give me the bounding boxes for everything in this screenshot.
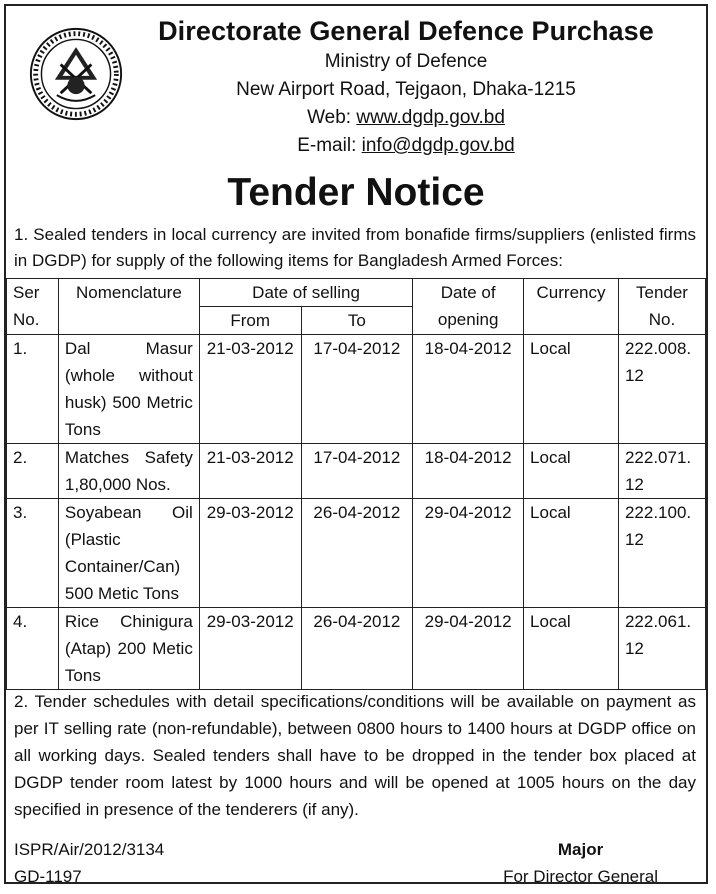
from-date-cell: 21-03-2012 (199, 335, 301, 444)
to-date-cell: 26-04-2012 (301, 499, 413, 608)
ministry-name: Ministry of Defence (324, 51, 488, 72)
tender-no-cell: 222.061. 12 (618, 608, 705, 690)
organization-name: Directorate General Defence Purchase (158, 16, 654, 46)
opening-date-cell: 18-04-2012 (413, 444, 524, 499)
nomenclature-header: Nomenclature (58, 279, 199, 335)
reference-block (14, 836, 164, 890)
tender-items-table (6, 278, 706, 690)
signatory-title: For Director General (503, 867, 658, 886)
currency-header: Currency (524, 279, 619, 335)
website-line (106, 104, 706, 132)
schedule-paragraph: 2. Tender schedules with detail specifications/conditions will be available on payment as per IT selling rate (non-refundable), between 0800 hours to 1400 hours at DGDP office on all working days. Sealed tenders shall have to be dropped in the tender box placed at DGDP tender room latest by 1000 hours and will be opened at 1005 hours on the day specified in presence of the tenderers (if any). (14, 692, 696, 819)
currency-cell: Local (524, 444, 619, 499)
ser-cell: 1. (7, 335, 59, 444)
website-link[interactable]: www.dgdp.gov.bd (356, 107, 505, 128)
signature-block (503, 836, 658, 890)
date-of-selling-header: Date of selling (199, 279, 412, 307)
opening-date-cell: 29-04-2012 (413, 499, 524, 608)
signatory-rank: Major (557, 840, 604, 859)
address: New Airport Road, Tejgaon, Dhaka-1215 (236, 79, 576, 100)
ser-cell: 4. (7, 608, 59, 690)
table-row (7, 499, 706, 608)
web-label: Web: (307, 107, 352, 128)
item-cell: Soyabean Oil (Plastic Container/Can) 500 Metic Tons (58, 499, 199, 608)
item-cell: Matches Safety 1,80,000 Nos. (58, 444, 199, 499)
currency-cell: Local (524, 335, 619, 444)
notice-title: Tender Notice (227, 171, 485, 214)
intro-paragraph: 1. Sealed tenders in local currency are invited from bonafide firms/suppliers (enlisted firms in DGDP) for supply of the following items for Bangladesh Armed Forces: (14, 225, 696, 270)
tender-notice-page (4, 4, 708, 884)
ser-cell: 3. (7, 499, 59, 608)
tender-no-cell: 222.071. 12 (618, 444, 705, 499)
from-date-cell: 29-03-2012 (199, 608, 301, 690)
tender-no-header: Tender No. (618, 279, 705, 335)
email-link[interactable]: info@dgdp.gov.bd (361, 135, 515, 156)
to-date-cell: 17-04-2012 (301, 335, 413, 444)
gd-reference: GD-1197 (14, 867, 82, 886)
from-date-cell: 21-03-2012 (199, 444, 301, 499)
ser-no-header: Ser No. (7, 279, 59, 335)
to-header: To (301, 307, 413, 335)
email-line (106, 132, 706, 160)
letterhead (106, 14, 706, 160)
email-label: E-mail: (297, 135, 357, 156)
from-date-cell: 29-03-2012 (199, 499, 301, 608)
to-date-cell: 26-04-2012 (301, 608, 413, 690)
tender-no-cell: 222.008. 12 (618, 335, 705, 444)
item-cell: Dal Masur (whole without husk) 500 Metric Tons (58, 335, 199, 444)
opening-date-cell: 18-04-2012 (413, 335, 524, 444)
opening-date-cell: 29-04-2012 (413, 608, 524, 690)
table-header-row (7, 279, 706, 307)
to-date-cell: 17-04-2012 (301, 444, 413, 499)
table-row (7, 444, 706, 499)
table-row (7, 608, 706, 690)
item-cell: Rice Chinigura (Atap) 200 Metic Tons (58, 608, 199, 690)
tender-no-cell: 222.100. 12 (618, 499, 705, 608)
table-row (7, 335, 706, 444)
date-of-opening-header: Date of opening (413, 279, 524, 335)
currency-cell: Local (524, 499, 619, 608)
ispr-reference: ISPR/Air/2012/3134 (14, 840, 165, 859)
currency-cell: Local (524, 608, 619, 690)
from-header: From (199, 307, 301, 335)
ser-cell: 2. (7, 444, 59, 499)
